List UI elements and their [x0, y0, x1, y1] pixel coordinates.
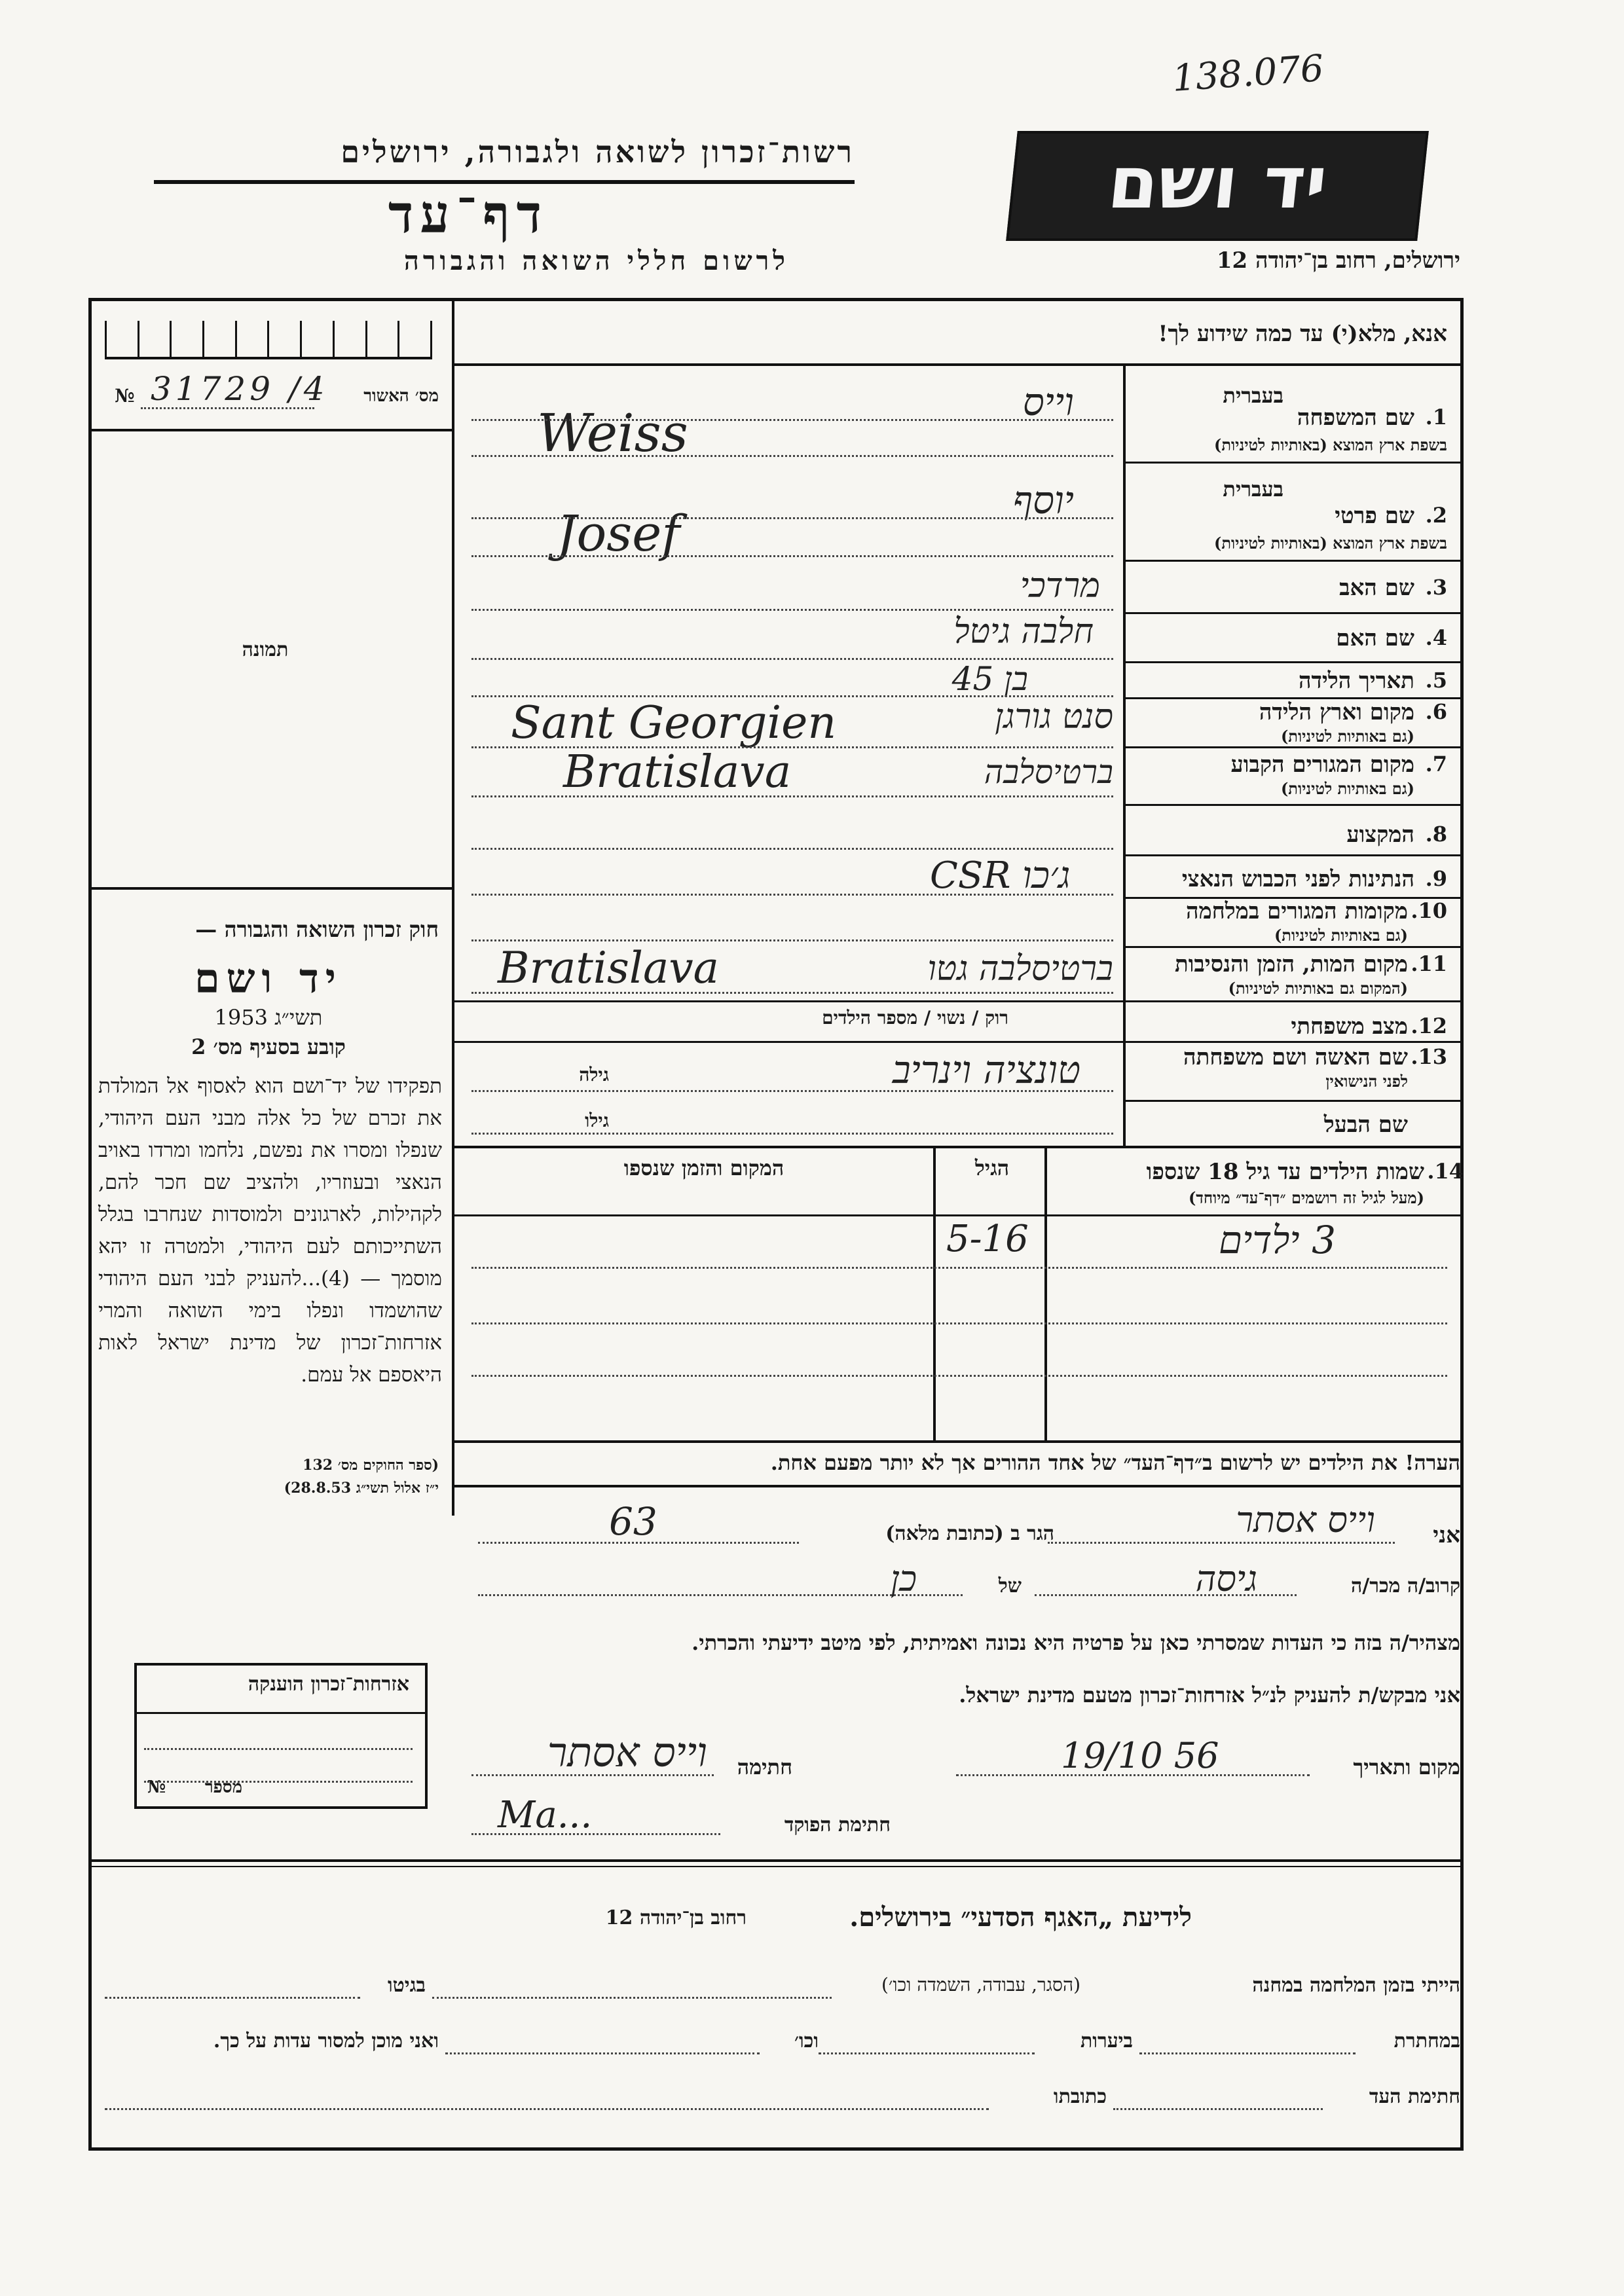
children-age-col-right [1044, 1146, 1047, 1440]
child-row1-line [471, 1267, 1447, 1269]
field9-label: הנתינות לפני הכבוש הנאצי [1181, 866, 1414, 892]
bottom-line3-a: חתימת העד [1369, 2085, 1460, 2108]
husband-label: שם הבעל [1323, 1112, 1408, 1138]
field7-num: 7. [1425, 752, 1447, 776]
bottom-separator-2 [88, 1866, 1464, 1867]
address: ירושלים, רחוב בן־יהודה 12 [1216, 247, 1460, 274]
field11-label: מקום המות, הזמן והנסיבות [1174, 951, 1408, 977]
field2-value-latin: Josef [557, 504, 680, 562]
field2-num: 2. [1425, 503, 1447, 528]
logo-text: יד ושם [1104, 141, 1331, 225]
field11-sub: (המקום גם באותיות לטיניות) [1228, 979, 1408, 998]
field13-num: 13. [1411, 1044, 1447, 1069]
citizenship-no-sign: № [147, 1777, 166, 1797]
field6-sub: (גם באותיות לטיניות) [1280, 727, 1414, 746]
field13-label: שם האשה ושם משפחתה [1183, 1044, 1408, 1070]
field9-line [471, 894, 1113, 896]
field9-value: CSR ג׳כו [930, 854, 1071, 897]
cert-number-line [141, 407, 314, 409]
field9-num: 9. [1425, 866, 1447, 891]
child-row3-line [471, 1375, 1447, 1377]
bottom-line2-dots-1 [1139, 2052, 1356, 2054]
decl-place-date-line [956, 1774, 1310, 1776]
field7-value-latin: Bratislava [563, 746, 792, 798]
bottom-line1-dots [432, 1997, 832, 1999]
field2-line-latin [471, 555, 1113, 557]
field7-label: מקום המגורים הקבוע [1230, 752, 1414, 778]
field11-num: 11. [1411, 951, 1447, 976]
law-clause: קובע בסעיף מס׳ 2 [191, 1034, 346, 1059]
field14-num: 14. [1427, 1159, 1464, 1184]
bottom-title: לידיעת „האגף הסדעי״ בירושלים. [849, 1902, 1192, 1933]
field10-line [471, 939, 1113, 941]
decl-signature-label: חתימה [737, 1755, 792, 1779]
bottom-line3-dots-1 [1113, 2108, 1323, 2110]
decl-relation: גיסה [1195, 1558, 1257, 1599]
bottom-address: רחוב בן־יהודה 12 [605, 1906, 747, 1929]
children-header-line [454, 1214, 1462, 1216]
law-title: חוק זכרון השואה והגבורה — [195, 917, 439, 942]
field13-line [471, 1090, 1113, 1092]
field10-sub: (גם באותיות לטיניות) [1274, 926, 1408, 945]
child-age: 5-16 [946, 1218, 1029, 1260]
citizenship-dotted [144, 1748, 413, 1750]
field1-num: 1. [1425, 405, 1447, 429]
field2-sub: בשפת ארץ המוצא (באותיות לטיניות) [1214, 534, 1447, 553]
cert-ticks [105, 321, 432, 359]
row10-divider [1123, 946, 1462, 948]
decl-officer-signature: Ma... [498, 1794, 593, 1836]
child-row2-line [471, 1322, 1447, 1324]
left-column-divider [452, 298, 454, 1516]
row4-divider [1123, 661, 1462, 663]
decl-officer-label: חתימת הפוקד [784, 1813, 891, 1836]
form-subtitle: לרשום חללי השואה והגבורה [403, 246, 789, 276]
law-text: תפקידו של יד־ושם הוא לאסוף אל המולדת את זכרם של כל אלה מבני העם היהודי, שנפלו ומסרו את נפשם, נלחמו ומרדו באויב הנאצי ובעוזריו, ולהציב שם חכר להם, לקהילות, לארגונים ולמוסדות שנחרבו בגלל השתייכותם לעם היהודי, ולמטרה זו יהא מוסמך — (4)...להעניק לבני העם היהודי שהושמדו ונפלו בימי השואה והמרי אזרחות־זכרון של מדינת ישראל לאות היאספם אל עמם. [98, 1074, 442, 1387]
decl-declarant: וייס אסתר [1236, 1499, 1375, 1540]
bottom-line3-b: כתובתו [1053, 2085, 1107, 2108]
decl-relative-label: קרוב/ה מכר/ה [1351, 1575, 1460, 1597]
field1-value-latin: Weiss [537, 403, 688, 464]
field12-num: 12. [1411, 1013, 1447, 1038]
bottom-line1-a: הייתי בזמן המלחמה במחנה [1252, 1974, 1460, 1997]
field10-label: מקומות המגורים במלחמה [1185, 898, 1408, 924]
field5-value: בן 45 [951, 660, 1028, 698]
decl-of-label: של [998, 1575, 1022, 1597]
field11-value-he: ברטיסלבה גטו [927, 949, 1113, 989]
field1-line-latin [471, 455, 1113, 457]
field1-value-he: וייס [1022, 380, 1074, 424]
cert-number: 31729 /4 [151, 370, 329, 408]
row1-divider [1123, 462, 1462, 464]
field12-options: רוק / נשוי / מספר הילדים [822, 1007, 1008, 1029]
row7-divider [1123, 804, 1462, 806]
decl-place-date-label: מקום ותאריך [1353, 1755, 1460, 1779]
field5-label: תאריך הלידה [1298, 668, 1414, 694]
decl-officer-line [471, 1833, 720, 1835]
instruction-line [454, 363, 1462, 366]
field7-sub: (גם באותיות לטיניות) [1280, 779, 1414, 798]
bottom-line2-d: ואני מוכן למסור עדות על כך. [213, 2030, 439, 2052]
field13-age-label: גילה [579, 1064, 609, 1085]
field8-num: 8. [1425, 822, 1447, 847]
authority-name: רשות־זכרון לשואה ולגבורה, ירושלים [341, 134, 855, 170]
field8-label: המקצוע [1346, 822, 1414, 848]
row-husband-divider [454, 1146, 1462, 1148]
field11-line [471, 992, 1113, 994]
photo-top-line [88, 429, 454, 431]
decl-of-value: כן [890, 1558, 917, 1599]
archive-number: 138.076 [1171, 47, 1325, 100]
row6-divider [1123, 746, 1462, 748]
decl-statement2: אני מבקש/ת להעניק לנ״ל אזרחות־זכרון מטעם מדינת ישראל. [959, 1683, 1460, 1707]
field3-label: שם האב [1339, 575, 1414, 601]
label-column-divider [1123, 363, 1126, 1146]
citizenship-number-label: מספר [204, 1777, 242, 1797]
field2-hebrew-tag: בעברית [1223, 477, 1283, 501]
field5-num: 5. [1425, 668, 1447, 693]
cert-no-sign: № [115, 385, 135, 407]
bottom-line1-dots-2 [105, 1997, 360, 1999]
citizenship-box-line1 [134, 1712, 425, 1714]
field4-num: 4. [1425, 625, 1447, 650]
field13-value: טונציה וינריב [892, 1048, 1080, 1092]
law-source-2: י״ז אלול תשי״ג 28.8.53) [284, 1480, 439, 1497]
decl-place-date: 19/10 56 [1061, 1735, 1219, 1776]
decl-i-label: אני [1433, 1522, 1460, 1548]
top-instruction: אנא, מלא(י) עד כמה שידוע לך! [1158, 321, 1447, 347]
field2-line-he [471, 517, 1113, 519]
decl-resides-label: הגר ב (כתובת מלאה) [885, 1522, 1054, 1545]
field6-value-he: סנט גורגן [995, 697, 1113, 737]
field14-label: שמות הילדים עד גיל 18 שנספו [1146, 1159, 1424, 1185]
bottom-line2-a: במחתרת [1393, 2030, 1460, 2052]
field4-value: חלבה גיטל [953, 612, 1094, 651]
row2-divider [1123, 560, 1462, 562]
citizenship-box-title: אזרחות־זכרון הוענקה [248, 1673, 409, 1696]
row11-divider [1123, 1000, 1462, 1002]
yad-vashem-logo [1006, 131, 1429, 241]
bottom-line2-dots-3 [445, 2052, 760, 2054]
decl-relation-line [1035, 1594, 1297, 1596]
field2-value-he: יוסף [1012, 478, 1074, 522]
row13-divider [1123, 1100, 1462, 1102]
husband-line [471, 1133, 1113, 1135]
field6-value-latin: Sant Georgien [511, 697, 837, 749]
note-text: הערה! את הילדים יש לרשום ב״דף־העד״ של אחד ההורים אך לא יותר מפעם אחת. [770, 1450, 1460, 1475]
row8-divider [1123, 854, 1462, 856]
bottom-line2-b: ביערות [1080, 2030, 1133, 2052]
field4-label: שם האם [1336, 625, 1414, 651]
field10-num: 10. [1411, 898, 1447, 923]
cert-label: מס׳ האשור [363, 386, 439, 406]
field1-sub: בשפת ארץ המוצא (באותיות לטיניות) [1214, 435, 1447, 454]
photo-bottom-line [88, 887, 454, 890]
decl-address: 63 [609, 1499, 657, 1544]
law-name: יד ושם [194, 955, 343, 1002]
bottom-line3-dots-2 [105, 2108, 989, 2110]
field14-place-header: המקום והזמן שנספו [623, 1156, 784, 1180]
photo-label: תמונה [242, 638, 289, 661]
bottom-line2-dots-2 [819, 2052, 1035, 2054]
decl-declarant-line [1048, 1542, 1395, 1544]
field2-label: שם פרטי [1335, 503, 1414, 529]
row11-full-divider [454, 1000, 1125, 1002]
children-age-col-left [933, 1146, 936, 1440]
children-bottom-line [454, 1440, 1462, 1443]
field6-num: 6. [1425, 699, 1447, 724]
law-year: תשי״ג 1953 [214, 1005, 323, 1030]
row3-divider [1123, 612, 1462, 614]
field11-value-latin: Bratislava [498, 943, 719, 993]
decl-address-line [478, 1542, 799, 1544]
field1-hebrew-tag: בעברית [1223, 383, 1283, 408]
field3-value: מרדכי [1020, 566, 1100, 606]
decl-signature: וייס אסתר [547, 1728, 707, 1776]
bottom-line1-b: (הסגר, עבודה, השמדה וכו׳) [881, 1974, 1080, 1995]
decl-signature-line [471, 1774, 714, 1776]
decl-of-line [478, 1594, 963, 1596]
field13-sub: לפני הנישואין [1325, 1072, 1408, 1091]
field14-age-header: הגיל [974, 1156, 1010, 1180]
bottom-line1-c: בגיטו [387, 1974, 426, 1997]
field8-line [471, 848, 1113, 850]
law-source: (ספר החוקים מס׳ 132 [303, 1457, 439, 1474]
note-bottom-line [454, 1485, 1462, 1487]
bottom-separator-1 [88, 1859, 1464, 1862]
field6-label: מקום וארץ הלידה [1259, 699, 1414, 725]
field12-label: מצב משפחתי [1291, 1013, 1408, 1040]
field3-line [471, 609, 1113, 611]
field3-num: 3. [1425, 575, 1447, 600]
field1-line-he [471, 419, 1113, 421]
field7-line [471, 795, 1113, 797]
field7-value-he: ברטיסלבה [984, 753, 1113, 791]
bottom-line2-c: וכו׳ [794, 2030, 819, 2052]
form-title: דף־עד [388, 183, 549, 245]
field1-label: שם המשפחה [1297, 405, 1414, 431]
husband-age-label: גילו [585, 1110, 609, 1131]
field14-sub: (מעל לגיל זה רושמים ״דף־עד״ מיוחד) [1188, 1188, 1424, 1207]
decl-statement1: מצהיר/ה בזה כי העדות שמסרתי כאן על פרטיה היא נכונה ואמיתית, לפי מיטב ידיעתי והכרתי. [692, 1630, 1460, 1655]
row12-divider [454, 1041, 1462, 1043]
child-name: 3 ילדים [1218, 1218, 1336, 1262]
